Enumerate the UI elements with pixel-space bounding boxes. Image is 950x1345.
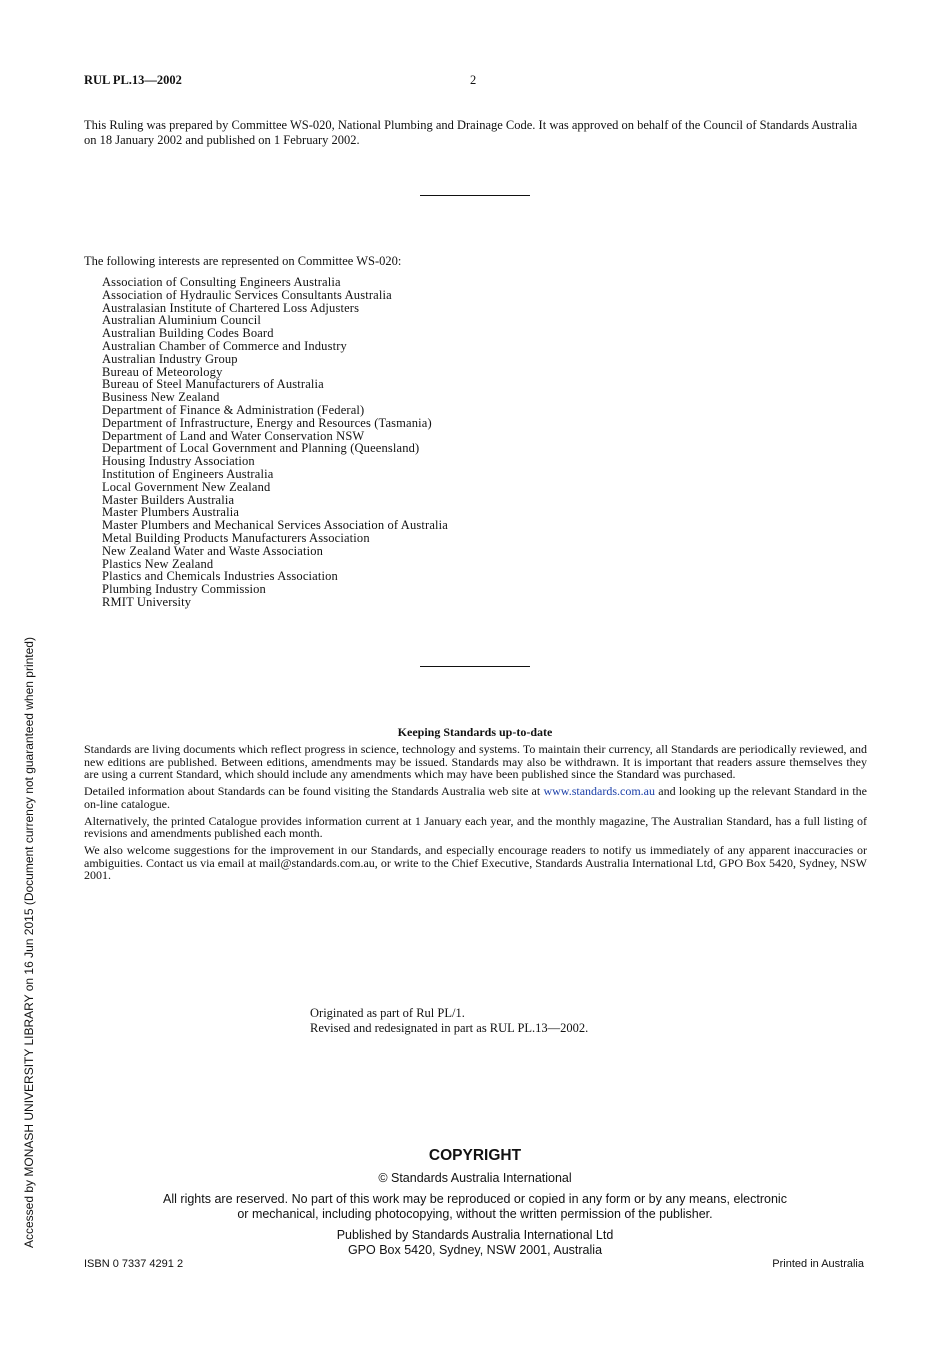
paragraph bbox=[84, 785, 867, 810]
origin-line: Revised and redesignated in part as RUL PL.13—2002. bbox=[310, 1021, 589, 1035]
list-item: Association of Hydraulic Services Consultants Australia bbox=[102, 287, 392, 302]
list-item: Australian Chamber of Commerce and Industry bbox=[102, 338, 347, 353]
list-item: Master Plumbers and Mechanical Services Association of Australia bbox=[102, 518, 448, 533]
committee-members-list bbox=[102, 276, 448, 609]
preparation-statement: This Ruling was prepared by Committee WS-020, National Plumbing and Drainage Code. It was approved on behalf of the Council of Standards Australia on 18 January 2002 and published on 1 February 2002. bbox=[84, 118, 858, 147]
list-item: Plastics New Zealand bbox=[102, 556, 214, 571]
list-item: Australasian Institute of Chartered Loss Adjusters bbox=[102, 300, 360, 315]
publisher-line: Published by Standards Australia International Ltd bbox=[336, 1228, 614, 1242]
list-item: RMIT University bbox=[102, 594, 192, 609]
list-item: Institution of Engineers Australia bbox=[102, 466, 274, 481]
list-item: New Zealand Water and Waste Association bbox=[102, 543, 324, 558]
section-divider bbox=[420, 666, 530, 667]
publisher-line: GPO Box 5420, Sydney, NSW 2001, Australia bbox=[347, 1243, 603, 1257]
paragraph: We also welcome suggestions for the improvement in our Standards, and especially encourage readers to notify us immediately of any apparent inaccuracies or ambiguities. Contact us via email at mail@standards.com.au, or write to the Chief Executive, Standards Australia International Ltd, GPO Box 5420, Sydney, NSW 2001. bbox=[84, 842, 867, 883]
list-item: Bureau of Steel Manufacturers of Australia bbox=[102, 377, 324, 392]
list-item: Australian Aluminium Council bbox=[102, 313, 262, 328]
paragraph: Standards are living documents which reflect progress in science, technology and systems. To maintain their currency, all Standards are periodically reviewed, and new editions are published. Between editions, amendments may be issued. Standards may also be withdrawn. It is important that readers assure themselves they are using a current Standard, which should include any amendments which may have been published since the Standard was purchased. bbox=[84, 742, 867, 782]
list-item: Plastics and Chemicals Industries Association bbox=[102, 569, 338, 584]
rights-line: or mechanical, including photocopying, without the written permission of the publisher. bbox=[237, 1207, 713, 1221]
printed-in: Printed in Australia bbox=[772, 1258, 864, 1270]
access-watermark: Accessed by MONASH UNIVERSITY LIBRARY on 16 Jun 2015 (Document currency not guaranteed when printed) bbox=[22, 637, 36, 1248]
keeping-standards-title: Keeping Standards up-to-date bbox=[397, 725, 553, 739]
origin-line: Originated as part of Rul PL/1. bbox=[310, 1006, 465, 1020]
list-item: Plumbing Industry Commission bbox=[102, 582, 266, 597]
list-item: Department of Finance & Administration (Federal) bbox=[102, 402, 365, 417]
list-item: Department of Infrastructure, Energy and Resources (Tasmania) bbox=[102, 415, 432, 430]
list-item: Department of Land and Water Conservation NSW bbox=[102, 428, 365, 443]
copyright-rights bbox=[0, 1192, 950, 1222]
copyright-title: COPYRIGHT bbox=[428, 1147, 522, 1164]
list-item: Department of Local Government and Planning (Queensland) bbox=[102, 441, 420, 456]
list-item: Business New Zealand bbox=[102, 390, 220, 405]
page-number: 2 bbox=[470, 73, 477, 87]
list-item: Master Plumbers Australia bbox=[102, 505, 240, 520]
copyright-holder: © Standards Australia International bbox=[378, 1171, 572, 1185]
origin-note bbox=[310, 1006, 588, 1036]
paragraph: Alternatively, the printed Catalogue provides information current at 1 January each year, and the monthly magazine, The Australian Standard, has a full listing of revisions and amendments published each month. bbox=[84, 813, 867, 841]
section-divider bbox=[420, 195, 530, 196]
list-item: Association of Consulting Engineers Australia bbox=[102, 275, 341, 289]
isbn: ISBN 0 7337 4291 2 bbox=[84, 1258, 184, 1270]
document-id: RUL PL.13—2002 bbox=[84, 73, 182, 87]
keeping-standards-body bbox=[84, 743, 867, 886]
paragraph-text: and looking up the relevant Standard in the on-line catalogue. bbox=[84, 784, 867, 811]
rights-line: All rights are reserved. No part of this work may be reproduced or copied in any form or by any means, electronic bbox=[163, 1192, 787, 1206]
list-item: Bureau of Meteorology bbox=[102, 364, 223, 379]
publisher-info bbox=[0, 1228, 950, 1258]
list-item: Master Builders Australia bbox=[102, 492, 235, 507]
standards-website-link[interactable]: www.standards.com.au bbox=[543, 784, 655, 799]
list-item: Metal Building Products Manufacturers Association bbox=[102, 530, 370, 545]
list-item: Australian Building Codes Board bbox=[102, 326, 274, 341]
list-item: Local Government New Zealand bbox=[102, 479, 271, 494]
list-item: Australian Industry Group bbox=[102, 351, 238, 366]
committee-intro: The following interests are represented on Committee WS-020: bbox=[84, 254, 402, 268]
paragraph-text: Detailed information about Standards can be found visiting the Standards Australia web site at bbox=[84, 784, 544, 799]
list-item: Housing Industry Association bbox=[102, 454, 255, 469]
